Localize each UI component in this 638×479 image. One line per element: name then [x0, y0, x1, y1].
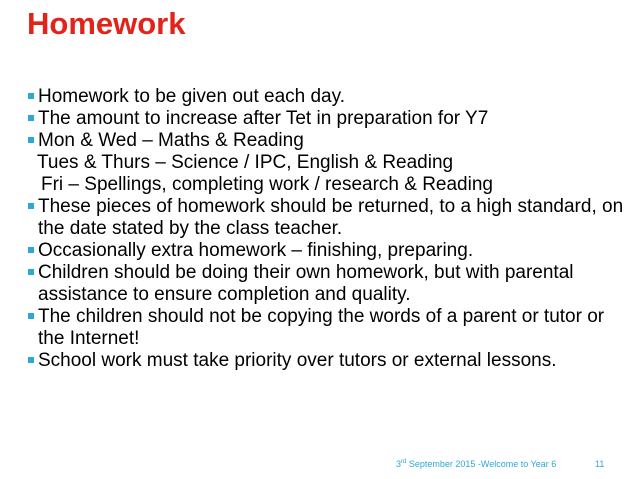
continuation-item: Fri – Spellings, completing work / research & Reading — [41, 174, 493, 195]
footer-day: 3 — [396, 459, 402, 469]
footer-ordinal: rd — [401, 459, 407, 465]
bullet-item: Mon & Wed – Maths & Reading — [27, 130, 627, 152]
slide-content — [27, 86, 627, 372]
bullet-item: Homework to be given out each day. — [27, 86, 627, 108]
footer-text — [396, 459, 556, 469]
bullet-item: School work must take priority over tutors or external lessons. — [27, 350, 627, 372]
bullet-item: Children should be doing their own homework, but with parental assistance to ensure completion and quality. — [27, 262, 627, 306]
footer-title: September 2015 -Welcome to Year 6 — [406, 459, 557, 469]
bullet-item: The amount to increase after Tet in preparation for Y7 — [27, 108, 627, 130]
page-number: 11 — [595, 459, 605, 469]
slide-footer — [0, 458, 638, 472]
bullet-item: Occasionally extra homework – finishing, preparing. — [27, 240, 627, 262]
bullet-item: The children should not be copying the words of a parent or tutor or the Internet! — [27, 306, 627, 350]
slide-title: Homework — [27, 6, 186, 41]
continuation-item: Tues & Thurs – Science / IPC, English & Reading — [37, 152, 454, 173]
bullet-item: These pieces of homework should be returned, to a high standard, on the date stated by the class teacher. — [27, 196, 627, 240]
